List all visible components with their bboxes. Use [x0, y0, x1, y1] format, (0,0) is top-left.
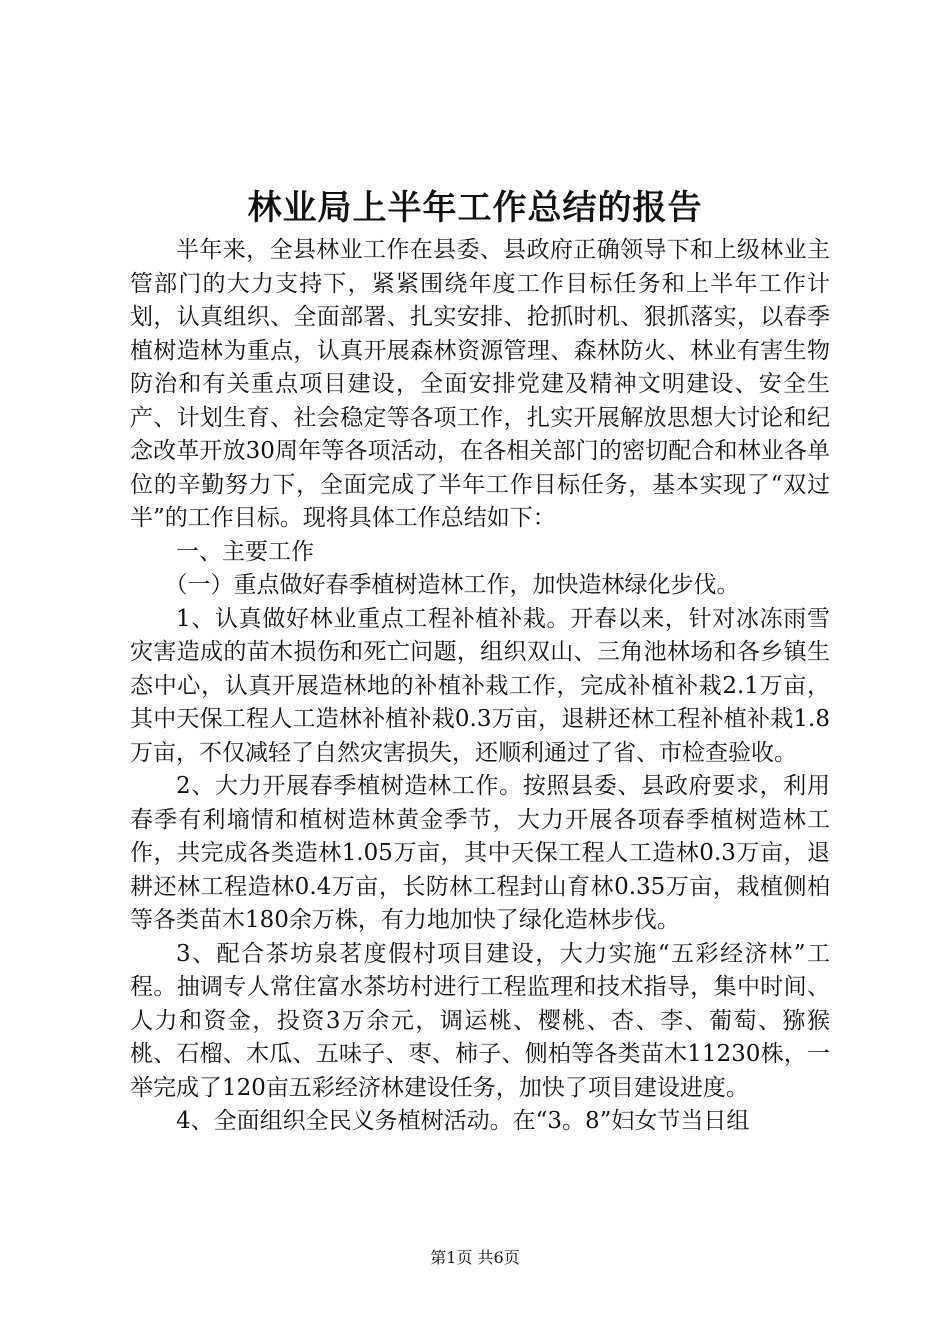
paragraph-intro: 半年来，全县林业工作在县委、县政府正确领导下和上级林业主管部门的大力支持下，紧紧围绕年度工作目标任务和上半年工作计划，认真组织、全面部署、扎实安排、抢抓时机、狠抓落实，以春季植树造林为重点，认真开展森林资源管理、森林防火、林业有害生物防治和有关重点项目建设，全面安排党建及精神文明建设、安全生产、计划生育、社会稳定等各项工作，扎实开展解放思想大讨论和纪念改革开放30周年等各项活动，在各相关部门的密切配合和林业各单位的辛勤努力下，全面完成了半年工作目标任务，基本实现了“双过半”的工作目标。现将具体工作总结如下：	[130, 237, 830, 531]
paragraph-item-1: 1、认真做好林业重点工程补植补栽。开春以来，针对冰冻雨雪灾害造成的苗木损伤和死亡问题，组织双山、三角池林场和各乡镇生态中心，认真开展造林地的补植补栽工作，完成补植补栽2.1万亩，其中天保工程人工造林补植补栽0.3万亩，退耕还林工程补植补栽1.8万亩，不仅减轻了自然灾害损失，还顺利通过了省、市检查验收。	[130, 605, 830, 766]
section-heading: 一、主要工作	[176, 538, 314, 565]
subsection-heading: （一）重点做好春季植树造林工作，加快造林绿化步伐。	[164, 572, 740, 598]
paragraph-item-3: 3、配合茶坊泉茗度假村项目建设，大力实施“五彩经济林”工程。抽调专人常住富水茶坊村进行工程监理和技术指导，集中时间、人力和资金，投资3万余元，调运桃、樱桃、杏、李、葡萄、猕猴桃、石榴、木瓜、五味子、枣、柿子、侧柏等各类苗木11230株，一举完成了120亩五彩经济林建设任务，加快了项目建设进度。	[130, 940, 830, 1101]
document-body	[130, 234, 830, 1139]
paragraph-item-2: 2、大力开展春季植树造林工作。按照县委、县政府要求，利用春季有利墒情和植树造林黄金季节，大力开展各项春季植树造林工作，共完成各类造林1.05万亩，其中天保工程人工造林0.3万亩，退耕还林工程造林0.4万亩，长防林工程封山育林0.35万亩，栽植侧柏等各类苗木180余万株，有力地加快了绿化造林步伐。	[130, 773, 830, 933]
document-title: 林业局上半年工作总结的报告	[247, 188, 703, 228]
paragraph-item-4: 4、全面组织全民义务植树活动。在“3。8”妇女节当日组	[176, 1108, 750, 1134]
page-footer: 第1页 共6页	[430, 1248, 520, 1267]
